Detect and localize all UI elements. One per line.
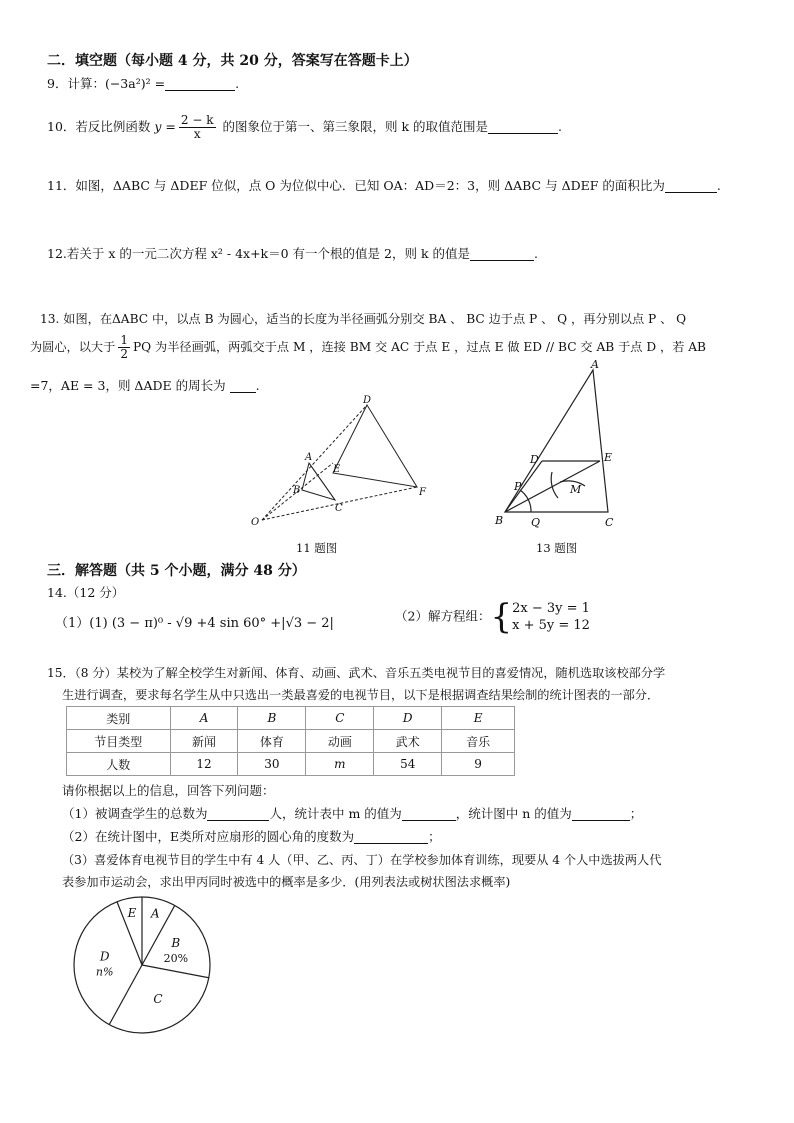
question-15-intro-line2: 生进行调查，要求每名学生从中只选出一类最喜爱的电视节目，以下是根据调查结果绘制的统计图表的一部分． — [62, 688, 660, 702]
table-cell: m — [306, 753, 374, 776]
table-cell: C — [306, 707, 374, 730]
table-cell: 武术 — [374, 730, 442, 753]
q15-sub3-line2: 表参加市运动会，求出甲丙同时被选中的概率是多少．(用列表法或树状图法求概率) — [62, 875, 511, 889]
q9-number: 9． — [47, 76, 68, 91]
table-cell: 12 — [170, 753, 238, 776]
table-cell: 节目类型 — [67, 730, 171, 753]
question-13-line1: 13. 如图，在ΔABC 中，以点 B 为圆心，适当的长度为半径画弧分别交 BA 、 BC 边于点 P 、 Q ，再分别以点 P 、 Q — [40, 312, 687, 326]
q14-eq2: x + 5y = 12 — [512, 618, 590, 633]
fig13-label-q: Q — [531, 516, 541, 529]
q15-sub2-text: （2）在统计图中，E类所对应扇形的圆心角的度数为 — [62, 829, 355, 844]
fig13-label-c: C — [605, 516, 614, 529]
question-11 — [47, 176, 721, 194]
figure-11-caption: 11 题图 — [296, 541, 338, 555]
q9-answer-blank[interactable] — [165, 76, 235, 91]
q15-n-blank[interactable] — [572, 806, 630, 821]
pie-label-d: D — [99, 949, 110, 964]
table-row — [67, 707, 515, 730]
q10-answer-blank[interactable] — [488, 119, 558, 134]
fig11-label-a: A — [305, 452, 313, 463]
question-13-line3 — [30, 376, 260, 394]
table-cell: 人数 — [67, 753, 171, 776]
q15-total-blank[interactable] — [207, 806, 269, 821]
question-15-intro-line1: 15．（8 分）某校为了解全校学生对新闻、体育、动画、武术、音乐五类电视节目的喜爱情况，随机选取该校部分学 — [47, 666, 666, 680]
fig13-label-b: B — [495, 514, 504, 527]
section-3-heading: 三．解答题（共 5 个小题，满分 48 分） — [47, 563, 306, 579]
table-cell: D — [374, 707, 442, 730]
fig11-label-b: B — [293, 485, 301, 496]
q15-sub3-line1: （3）喜爱体育电视节目的学生中有 4 人（甲、乙、丙、丁）在学校参加体育训练，现要从 4 个人中选拔两人代 — [62, 853, 662, 867]
table-cell: 动画 — [306, 730, 374, 753]
fig13-seg-bd — [505, 461, 542, 512]
q15-sub1-b: 人，统计表中 m 的值为 — [269, 806, 402, 821]
fig11-triangle-abc — [302, 463, 335, 500]
q11-end: . — [716, 178, 721, 193]
q11-text: 11．如图，ΔABC 与 ΔDEF 位似，点 O 为位似中心．已知 OA：AD＝2：3，则 ΔABC 与 ΔDEF 的面积比为 — [47, 178, 665, 193]
q13-line2-suffix: PQ 为半径画弧，两弧交于点 M ，连接 BM 交 AC 于点 E ，过点 E 做 ED // BC 交 AB 于点 D ，若 AB — [132, 340, 707, 354]
fig13-label-d: D — [530, 453, 539, 466]
fig11-label-f: F — [419, 487, 426, 498]
q15-angle-blank[interactable] — [354, 829, 428, 844]
fig11-triangle-def — [333, 405, 417, 487]
table-cell: 新闻 — [170, 730, 238, 753]
fig11-seg-ac — [309, 463, 335, 500]
question-14-header: 14.（12 分） — [47, 585, 125, 600]
table-cell: 类别 — [67, 707, 171, 730]
q12-text: 12.若关于 x 的一元二次方程 x² - 4x+k＝0 有一个根的值是 2，则 k 的值是 — [47, 246, 471, 261]
q10-func-lhs: y = — [154, 119, 176, 134]
q10-suffix: 的图象位于第一、第三象限，则 k 的取值范围是 — [222, 119, 489, 134]
q9-text: 计算：(−3a²)² = — [67, 76, 166, 91]
q15-pie-chart — [70, 893, 220, 1043]
question-14-part1: （1）(1) (3 − π)⁰ - √9 +4 sin 60° +|√3 − 2| — [55, 616, 334, 631]
fig13-label-a: A — [591, 360, 599, 371]
table-cell: 9 — [442, 753, 515, 776]
q12-answer-blank[interactable] — [470, 246, 534, 261]
table-row — [67, 753, 515, 776]
table-cell: B — [238, 707, 306, 730]
table-cell: A — [170, 707, 238, 730]
table-cell: 体育 — [238, 730, 306, 753]
question-14-part2 — [395, 597, 590, 637]
pie-label-c: C — [153, 991, 163, 1006]
figure-13-caption: 13 题图 — [536, 541, 578, 555]
q15-sub1-end: ； — [629, 806, 643, 821]
q10-fraction — [179, 114, 216, 141]
q13-line2-prefix: 为圆心，以大于 — [30, 340, 116, 354]
q15-m-blank[interactable] — [402, 806, 456, 821]
table-cell: 30 — [238, 753, 306, 776]
q10-end: . — [558, 119, 562, 134]
question-9 — [47, 74, 239, 92]
q10-frac-denominator: x — [193, 127, 201, 141]
table-cell: 音乐 — [442, 730, 515, 753]
q15-sub2 — [62, 827, 441, 845]
q13-half-num: 1 — [120, 333, 128, 347]
table-cell: 54 — [374, 753, 442, 776]
table-cell: E — [442, 707, 515, 730]
fig13-label-p: P — [514, 480, 522, 493]
pie-label-b: B — [171, 936, 181, 951]
q14-brace: { — [490, 597, 513, 637]
q10-prefix: 10．若反比例函数 — [47, 119, 151, 134]
figure-11 — [245, 395, 445, 530]
q13-half-den: 2 — [120, 347, 128, 361]
q15-sub2-end: ； — [428, 829, 441, 844]
section-2-heading: 二．填空题（每小题 4 分，共 20 分，答案写在答题卡上） — [47, 53, 418, 69]
pie-percent-d: n% — [95, 965, 114, 979]
fig11-label-o: O — [251, 517, 260, 528]
pie-label-e: E — [127, 905, 137, 920]
q13-answer-blank[interactable] — [230, 378, 256, 393]
fig11-label-d: D — [363, 395, 372, 406]
q14-part2-label: （2）解方程组： — [395, 608, 491, 624]
pie-label-a: A — [150, 906, 160, 921]
q12-end: . — [534, 246, 538, 261]
fig11-ray-od — [262, 405, 367, 520]
q15-sub1-c: ，统计图中 n 的值为 — [455, 806, 572, 821]
q14-system — [512, 600, 590, 634]
question-12 — [47, 244, 538, 262]
question-13-line2 — [30, 334, 706, 361]
fig13-label-e: E — [604, 451, 613, 464]
q13-end: . — [255, 378, 260, 393]
q14-eq1: 2x − 3y = 1 — [512, 601, 590, 616]
q9-end: . — [235, 76, 240, 91]
q15-stats-table — [66, 706, 515, 776]
q15-sub1 — [62, 804, 642, 822]
q13-line3-text: =7，AE = 3，则 ΔADE 的周长为 — [30, 378, 226, 393]
pie-percent-b: 20% — [163, 952, 189, 966]
question-10 — [47, 114, 562, 141]
q15-sub1-a: （1）被调查学生的总数为 — [62, 806, 208, 821]
q11-answer-blank[interactable] — [665, 178, 717, 193]
figure-13 — [490, 360, 630, 535]
fig11-label-e: E — [333, 464, 341, 475]
q10-frac-numerator: 2 − k — [180, 113, 214, 127]
q15-prompt: 请你根据以上的信息，回答下列问题： — [62, 783, 275, 798]
fig11-label-c: C — [335, 503, 343, 514]
fig13-label-m: M — [570, 483, 582, 496]
q13-half-fraction — [118, 334, 130, 361]
table-row — [67, 730, 515, 753]
